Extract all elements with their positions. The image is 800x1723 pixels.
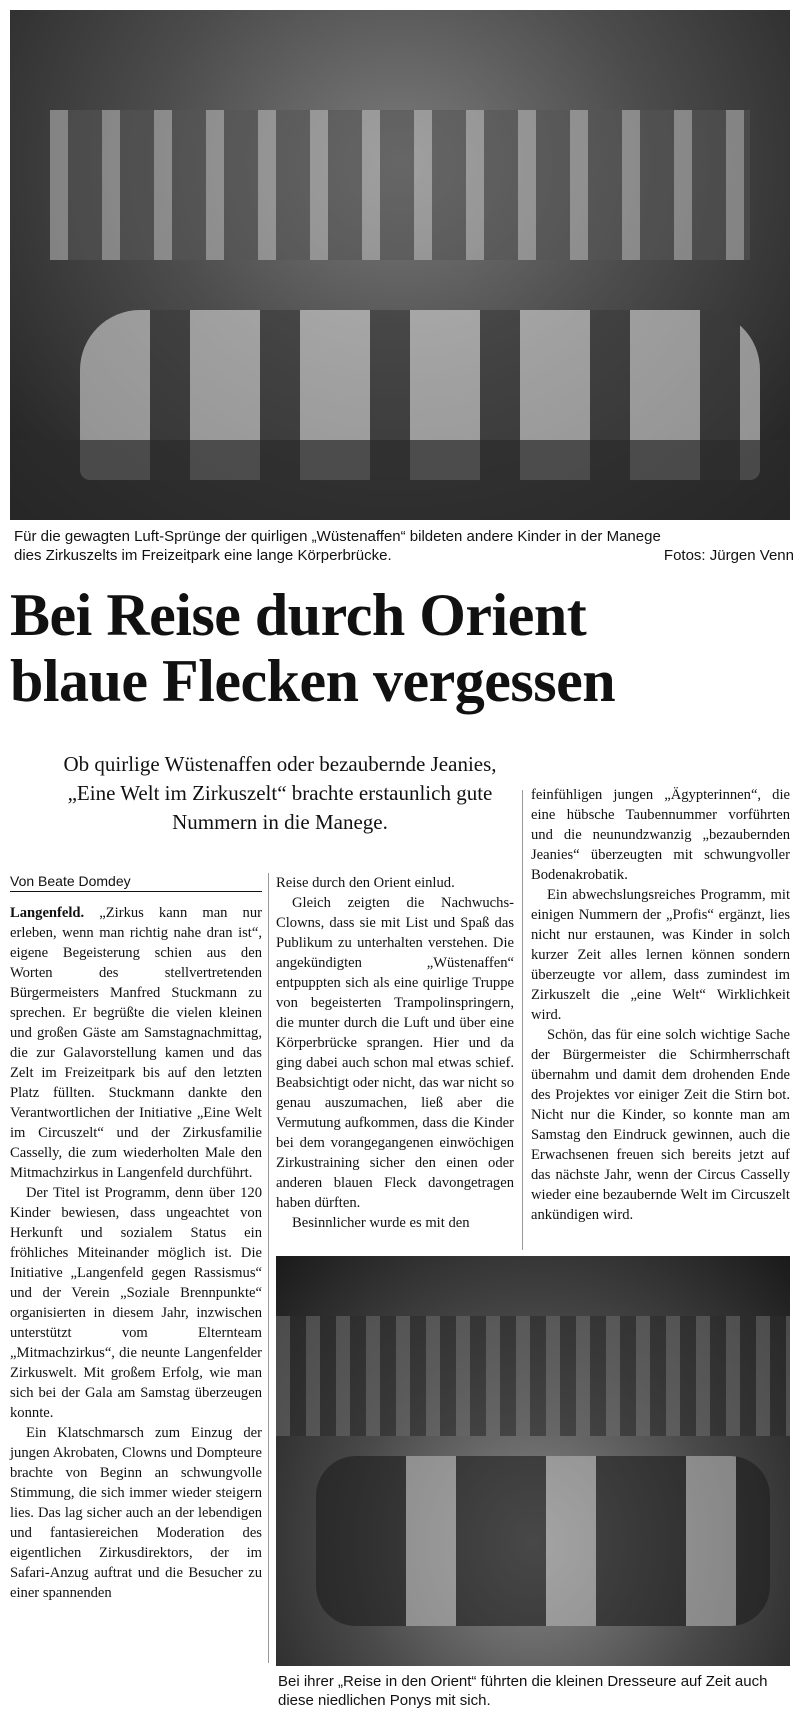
bottom-photo-caption: Bei ihrer „Reise in den Orient“ führten die kleinen Dresseure auf Zeit auch diese niedlichen Ponys mit sich. — [278, 1673, 768, 1709]
column-divider — [522, 790, 523, 1250]
paragraph: Ein Klatschmarsch zum Einzug der jungen Akrobaten, Clowns und Dompteure brachte von Beginn an schwungvolle Stimmung, die sich immer wieder steigern lies. Das lag sicher auch an der lebendigen und fantasiereichen Moderation des eigentlichen Zirkusdirektors, der im Safari-Anzug auftrat und die Besucher zu einer spannenden — [10, 1425, 262, 1601]
paragraph — [10, 903, 262, 1183]
top-caption-line2: dies Zirkuszelts im Freizeitpark eine lange Körperbrücke. — [14, 547, 392, 564]
photo-dancers-row — [50, 110, 750, 260]
paragraph: Schön, das für eine solch wichtige Sache der Bürgermeister die Schirmherrschaft übernahm und damit dem drohenden Ende des Projektes vor einiger Zeit die Stirn bot. Nicht nur die Kinder, so konnte man am Samstag den Eindruck gewinnen, auch die Erwachsenen freuen sich bereits jetzt auf das nächste Jahr, wenn der Circus Casselly wieder eine bezaubernde Welt im Circuszelt ankündigen wird. — [531, 1027, 790, 1223]
headline-line2: blaue Flecken vergessen — [10, 648, 616, 714]
paragraph-text: „Zirkus kann man nur erleben, wenn man richtig nahe dran ist“, eigene Begeisterung schien aus den Worten des stellvertretenden Bürgermeisters Manfred Stuckmann zu sprechen. Er begrüßte die vielen kleinen und großen Gäste am Samstagnachmittag, die zur Galavorstellung kamen und das Zelt im Freizeitpark bis auf den letzten Platz füllten. Stuckmann dankte den Verantwortlichen der Initiative „Eine Welt im Circuszelt“ und der Zirkusfamilie Casselly, die zum wiederholten Male den Mitmachzirkus in Langenfeld durchführt. — [10, 905, 262, 1181]
top-caption-line1: Für die gewagten Luft-Sprünge der quirligen „Wüstenaffen“ bildeten andere Kinder in der Manege — [14, 528, 661, 545]
intro-deck: Ob quirlige Wüstenaffen oder bezaubernde Jeanies, „Eine Welt im Zirkuszelt“ brachte erstaunlich gute Nummern in die Manege. — [63, 752, 497, 834]
photo-credit: Fotos: Jürgen Venn — [663, 547, 794, 564]
top-photo-caption — [14, 527, 794, 565]
photo-dancers-body-bridge — [10, 10, 790, 520]
byline: Von Beate Domdey — [10, 873, 262, 892]
article-column-3 — [531, 785, 790, 1225]
photo-ponies-orient — [276, 1256, 790, 1666]
paragraph: feinfühligen jungen „Ägypterinnen“, die eine hübsche Taubennummer vorführten und die neunundzwanzig „bezaubernden Jeanies“ überzeugten mit schwungvoller Bodenakrobatik. — [531, 787, 790, 883]
photo-ponies — [316, 1456, 770, 1626]
headline-line1: Bei Reise durch Orient — [10, 582, 587, 648]
paragraph: Ein abwechslungsreiches Programm, mit einigen Nummern der „Profis“ ergänzt, lies nicht nur erstaunen, was Kinder in solch kurzer Zeit alles lernen können sondern überzeugte vor allem, dass zumindest im Zirkuszelt die „eine Welt“ Wirklichkeit wird. — [531, 887, 790, 1023]
column-divider — [268, 873, 269, 1663]
article-column-1 — [10, 903, 262, 1603]
article-column-2 — [276, 873, 514, 1233]
paragraph: Reise durch den Orient einlud. — [276, 875, 455, 891]
photo-stage-floor — [10, 440, 790, 520]
paragraph: Der Titel ist Programm, denn über 120 Kinder bewiesen, dass ungeachtet von Herkunft und sozialem Status ein fröhliches Miteinander möglich ist. Die Initiative „Langenfeld gegen Rassismus“ und der Verein „Soziale Brennpunkte“ organisierten in diesem Jahr, inzwischen unterstützt vom Elternteam „Mitmachzirkus“, die neunte Langenfelder Zirkuswelt. Mit großem Erfolg, wie man sich bei der Gala am Samstag überzeugen konnte. — [10, 1185, 262, 1421]
photo-audience — [276, 1316, 790, 1436]
paragraph: Besinnlicher wurde es mit den — [292, 1215, 470, 1231]
headline — [10, 582, 800, 714]
dateline-location: Langenfeld. — [10, 905, 85, 921]
paragraph: Gleich zeigten die Nachwuchs-Clowns, dass sie mit List und Spaß das Publikum zu unterhalten verstehen. Die angekündigten „Wüstenaffen“ entpuppten sich als eine quirlige Truppe von begeisterten Trampolinspringern, die munter durch die Luft und über eine Körperbrücke sprangen. Hier und da ging dabei auch schon mal etwas schief. Beabsichtigt oder nicht, das war nicht so genau auszumachen, ließ aber die Vermutung aufkommen, dass die Kinder bei dem vorangegangenen einwöchigen Zirkustraining sicher den einen oder anderen blauen Fleck davongetragen haben dürften. — [276, 895, 514, 1211]
